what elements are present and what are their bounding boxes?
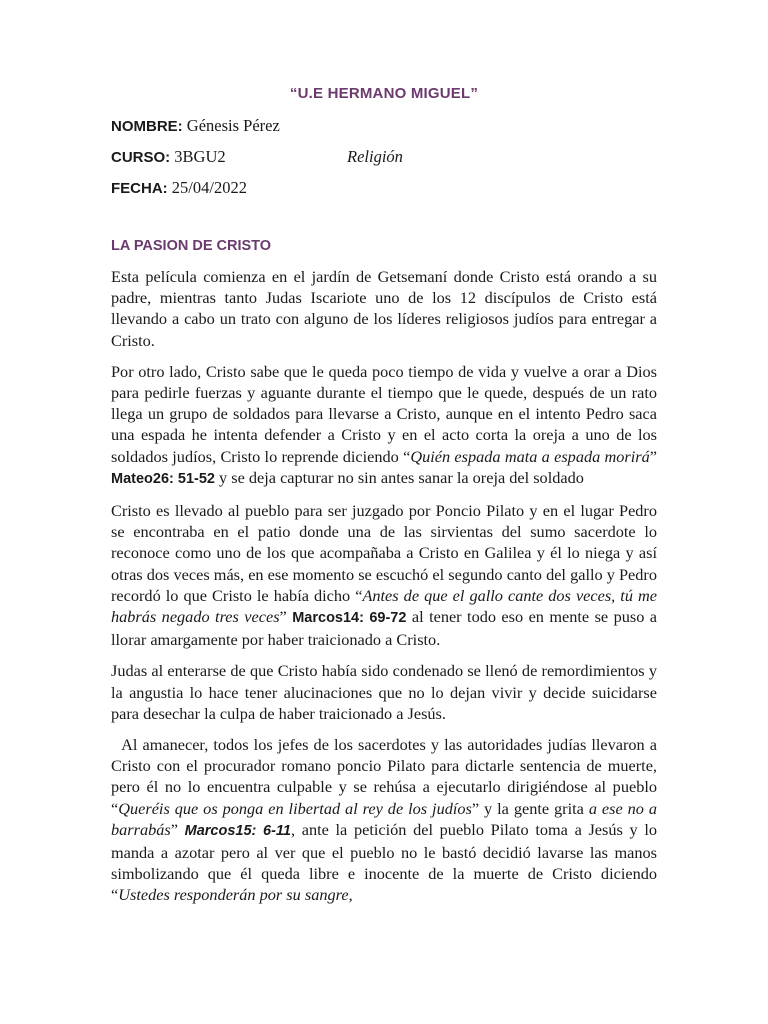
paragraph-5-text-b: ” y la gente grita bbox=[471, 798, 589, 818]
date-field bbox=[111, 178, 247, 199]
paragraph-2-text-b: ” bbox=[649, 446, 658, 466]
quote-barabbas: a ese no a barrabás bbox=[111, 798, 662, 839]
paragraph-5-text-a: Al amanecer, todos los jefes de los sacerdotes y las autoridades judías llevaron a Cristo con el procurador romano poncio Pilato para dictarle sentencia de muerte, pero él no lo encuentra culpable y se rehúsa a ejecutarlo dirigiéndose al pueblo “ bbox=[111, 735, 662, 818]
date-value: 25/04/2022 bbox=[171, 178, 247, 197]
body-text bbox=[111, 266, 662, 906]
section-title: LA PASION DE CRISTO bbox=[111, 238, 272, 254]
quote-king: Queréis que os ponga en libertad al rey de los judíos bbox=[118, 798, 472, 818]
course-label: CURSO: bbox=[111, 149, 171, 166]
date-label: FECHA: bbox=[111, 180, 168, 197]
paragraph-2-text-c: y se deja capturar no sin antes sanar la oreja del soldado bbox=[214, 467, 584, 487]
paragraph-3-text-a: Cristo es llevado al pueblo para ser juzgado por Poncio Pilato y en el lugar Pedro se encontraba en el patio donde una de las sirvientas del sumo sacerdote lo reconoce como uno de los que acompañaba a Cristo en Galilea y él lo niega y así otras dos veces más, en ese momento se escuchó el segundo canto del gallo y Pedro recordó lo que Cristo le había dicho “ bbox=[111, 501, 657, 605]
paragraph-3 bbox=[111, 500, 657, 650]
paragraph-2 bbox=[111, 361, 657, 490]
bible-reference-marcos-14: Marcos14: 69-72 bbox=[292, 610, 407, 627]
paragraph-4: Judas al enterarse de que Cristo había sido condenado se llenó de remordimientos y la angustia lo hace tener alucinaciones que no lo dejan vivir y decide suicidarse para desechar la culpa de haber traicionado a Jesús. bbox=[111, 661, 657, 723]
paragraph-3-text-b: ” bbox=[279, 607, 293, 627]
quote-sword: Quién espada mata a espada morirá bbox=[410, 446, 650, 466]
name-field bbox=[111, 116, 280, 137]
quote-rooster: Antes de que el gallo cante dos veces, tú me habrás negado tres veces bbox=[111, 585, 658, 627]
subject-value: Religión bbox=[347, 147, 403, 166]
school-name: “U.E HERMANO MIGUEL” bbox=[289, 85, 479, 102]
paragraph-3-text-c: al tener todo eso en mente se puso a llorar amargamente por haber traicionado a Cristo. bbox=[111, 607, 658, 650]
paragraph-2-text-a: Por otro lado, Cristo sabe que le queda poco tiempo de vida y vuelve a orar a Dios para pedirle fuerzas y aguante durante el tiempo que le quede, después de un rato llega un grupo de soldados para llevarse a Cristo, aunque en el intento Pedro saca una espada he intenta defender a Cristo y en el acto corta la oreja a uno de los soldados judíos, Cristo lo reprende diciendo “ bbox=[111, 361, 657, 466]
bible-reference-mateo: Mateo26: 51-52 bbox=[111, 470, 215, 487]
name-value: Génesis Pérez bbox=[186, 116, 280, 135]
quote-blood: Ustedes responderán por su sangre, bbox=[118, 885, 353, 905]
paragraph-5 bbox=[111, 734, 662, 906]
paragraph-5-text-d: , ante la petición del pueblo Pilato toma a Jesús y lo manda a azotar pero al ver que el pueblo no le bastó decidió lavarse las manos simbolizando que él queda libre e inocente de la muerte de Cristo diciendo “ bbox=[111, 819, 662, 905]
paragraph-1: Esta película comienza en el jardín de Getsemaní donde Cristo está orando a su padre, mientras tanto Judas Iscariote uno de los 12 discípulos de Cristo está llevando a cabo un trato con alguno de los líderes religiosos judíos para entregar a Cristo. bbox=[111, 267, 657, 350]
paragraph-5-text-c: ” bbox=[170, 819, 185, 839]
course-field bbox=[111, 147, 226, 168]
course-value: 3BGU2 bbox=[174, 147, 226, 166]
name-label: NOMBRE: bbox=[111, 118, 183, 135]
bible-reference-marcos-15: Marcos15: 6-11 bbox=[184, 822, 291, 839]
